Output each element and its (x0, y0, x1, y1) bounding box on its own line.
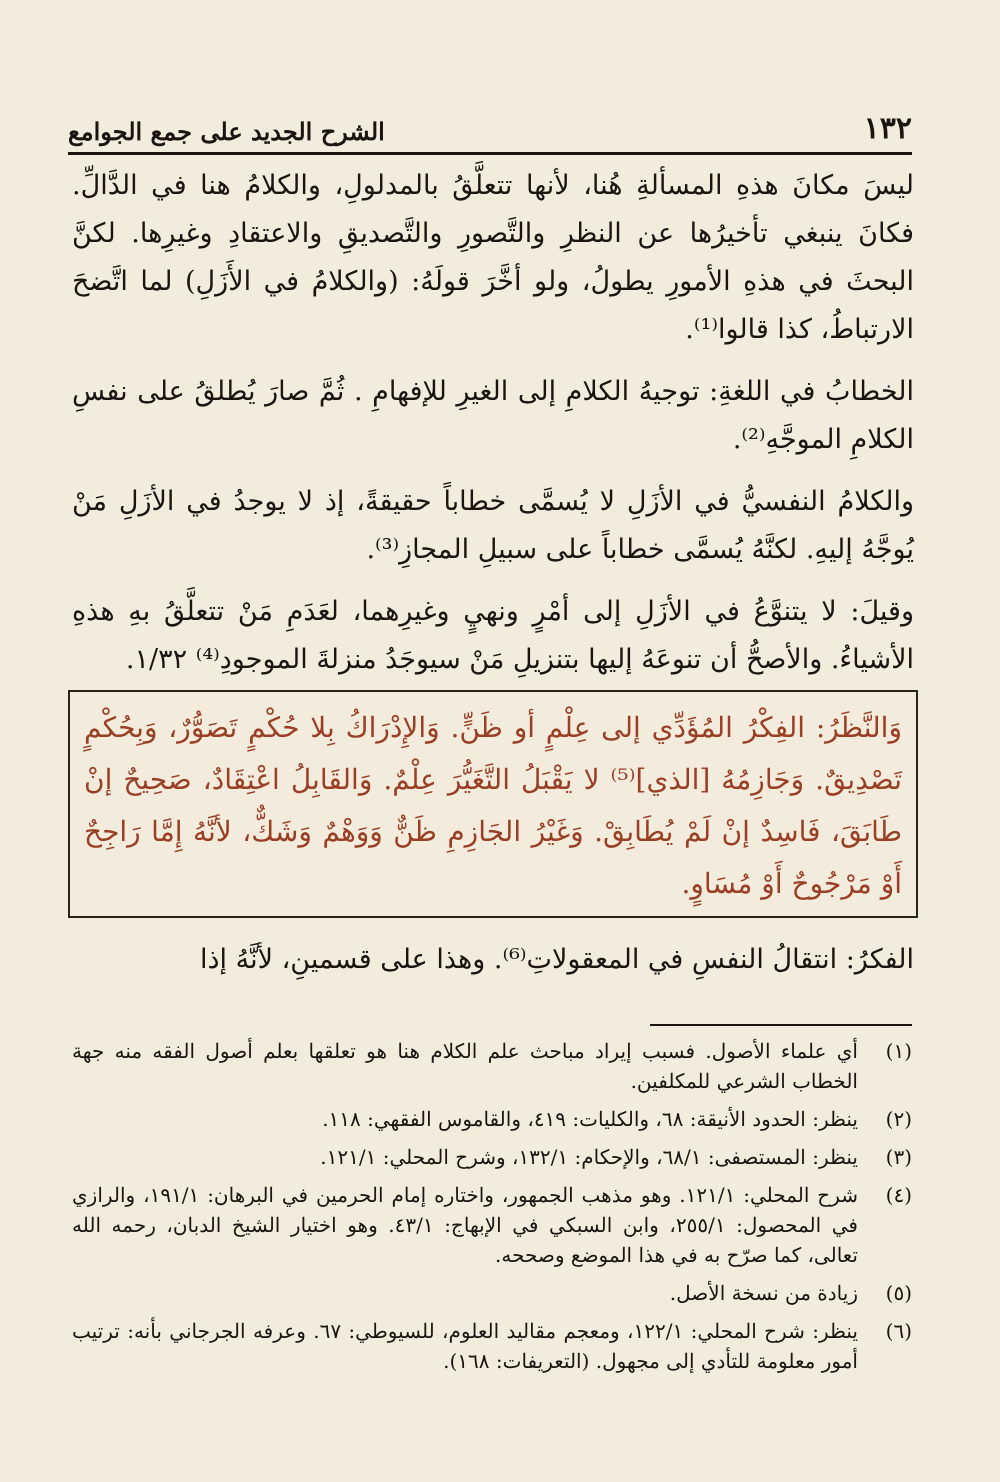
footnote-text: أي علماء الأصول. فسبب إيراد مباحث علم الكلام هنا هو تعلقها بعلم أصول الفقه منه جهة الخطاب الشرعي للمكلفين. (72, 1039, 858, 1093)
footnote-text: زيادة من نسخة الأصل. (669, 1281, 858, 1305)
footnote-number: (٤) (885, 1183, 912, 1207)
paragraph: والكلامُ النفسيُّ في الأزَلِ لا يُسمَّى خطاباً حقيقةً، إذ لا يوجدُ في الأزَلِ مَنْ يُوجَّهُ إليهِ. لكنَّهُ يُسمَّى خطاباً على سبيلِ المجازِ⁽³⁾. (72, 486, 914, 565)
commentary-text (72, 162, 914, 698)
footnote-number: (١) (885, 1039, 912, 1063)
footnote-text: ينظر: الحدود الأنيقة: ٦٨، والكليات: ٤١٩، والقاموس الفقهي: ١١٨. (322, 1107, 858, 1131)
footnote (72, 1278, 912, 1308)
footnote (72, 1316, 912, 1376)
footnote-number: (٦) (885, 1319, 912, 1343)
paragraph: ليسَ مكانَ هذهِ المسألةِ هُنا، لأنها تتعلَّقُ بالمدلولِ، والكلامُ هنا في الدَّالِّ. فكانَ ينبغي تأخيرُها عن النظرِ والتَّصورِ والتَّصديقِ والاعتقادِ وغيرِها. لكنَّ البحثَ في هذهِ الأمورِ يطولُ، ولو أخَّرَ قولَهُ: (والكلامُ في الأَزَلِ) لما اتَّضحَ الارتباطُ، كذا قالوا⁽¹⁾. (72, 170, 914, 345)
footnote-number: (٢) (885, 1107, 912, 1131)
footnote-text: ينظر: المستصفى: ٦٨/١، والإحكام: ١٣٢/١، وشرح المحلي: ١٢١/١. (320, 1145, 858, 1169)
footnote (72, 1036, 912, 1096)
matn-box: وَالنَّظَرُ: الفِكْرُ المُؤَدِّي إلى عِلْمٍ أو ظَنٍّ. وَالإِدْرَاكُ بِلا حُكْمٍ تَصَوُّرٌ، وَبِحُكْمٍ تَصْدِيقٌ. وَجَازِمُهُ [الذي]⁽⁵⁾ لا يَقْبَلُ التَّغَيُّرَ عِلْمٌ. وَالقَابِلُ اعْتِقَادٌ، صَحِيحٌ إنْ طَابَقَ، فَاسِدٌ إنْ لَمْ يُطَابِقْ. وَغَيْرُ الجَازِمِ ظَنٌّ وَوَهْمٌ وَشَكٌّ، لأنَّهُ إِمَّا رَاجِحٌ أَوْ مَرْجُوحٌ أَوْ مُسَاوٍ. (68, 690, 918, 918)
paragraph: وقيلَ: لا يتنوَّعُ في الأزَلِ إلى أمْرٍ ونهيٍ وغيرِهما، لعَدَمِ مَنْ تتعلَّقُ بهِ هذهِ الأشياءُ. والأصحُّ أن تنوعَهُ إليها بتنزيلِ مَنْ سيوجَدُ منزلةَ الموجودِ⁽⁴⁾ ١/٣٢. (72, 596, 914, 675)
footnote (72, 1104, 912, 1134)
page-number: ١٣٢ (863, 111, 912, 146)
footnote (72, 1142, 912, 1172)
running-title: الشرح الجديد على جمع الجوامع (68, 117, 385, 146)
continuation-paragraph: الفكرُ: انتقالُ النفسِ في المعقولاتِ⁽⁶⁾. وهذا على قسمينِ، لأنَّهُ إذا (200, 944, 914, 975)
paragraph: الخطابُ في اللغةِ: توجيهُ الكلامِ إلى الغيرِ للإفهامِ . ثُمَّ صارَ يُطلقُ على نفسِ الكلامِ الموجَّهِ⁽²⁾. (72, 376, 914, 455)
footnotes (72, 1036, 912, 1384)
footnote-number: (٣) (885, 1145, 912, 1169)
footnote-number: (٥) (885, 1281, 912, 1305)
footnote-text: ينظر: شرح المحلي: ١٢٢/١، ومعجم مقاليد العلوم، للسيوطي: ٦٧. وعرفه الجرجاني بأنه: ترتيب أمور معلومة للتأدي إلى مجهول. (التعريفات: ١٦٨). (72, 1319, 858, 1373)
page-header (68, 92, 912, 155)
footnote-separator (650, 1024, 912, 1026)
footnote-text: شرح المحلي: ١٢١/١. وهو مذهب الجمهور، واختاره إمام الحرمين في البرهان: ١٩١/١، والرازي في المحصول: ٢٥٥/١، وابن السبكي في الإبهاج: ٤٣/١. وهو اختيار الشيخ الدبان، رحمه الله تعالى، كما صرّح به في هذا الموضع وصححه. (72, 1183, 858, 1267)
footnote (72, 1180, 912, 1270)
